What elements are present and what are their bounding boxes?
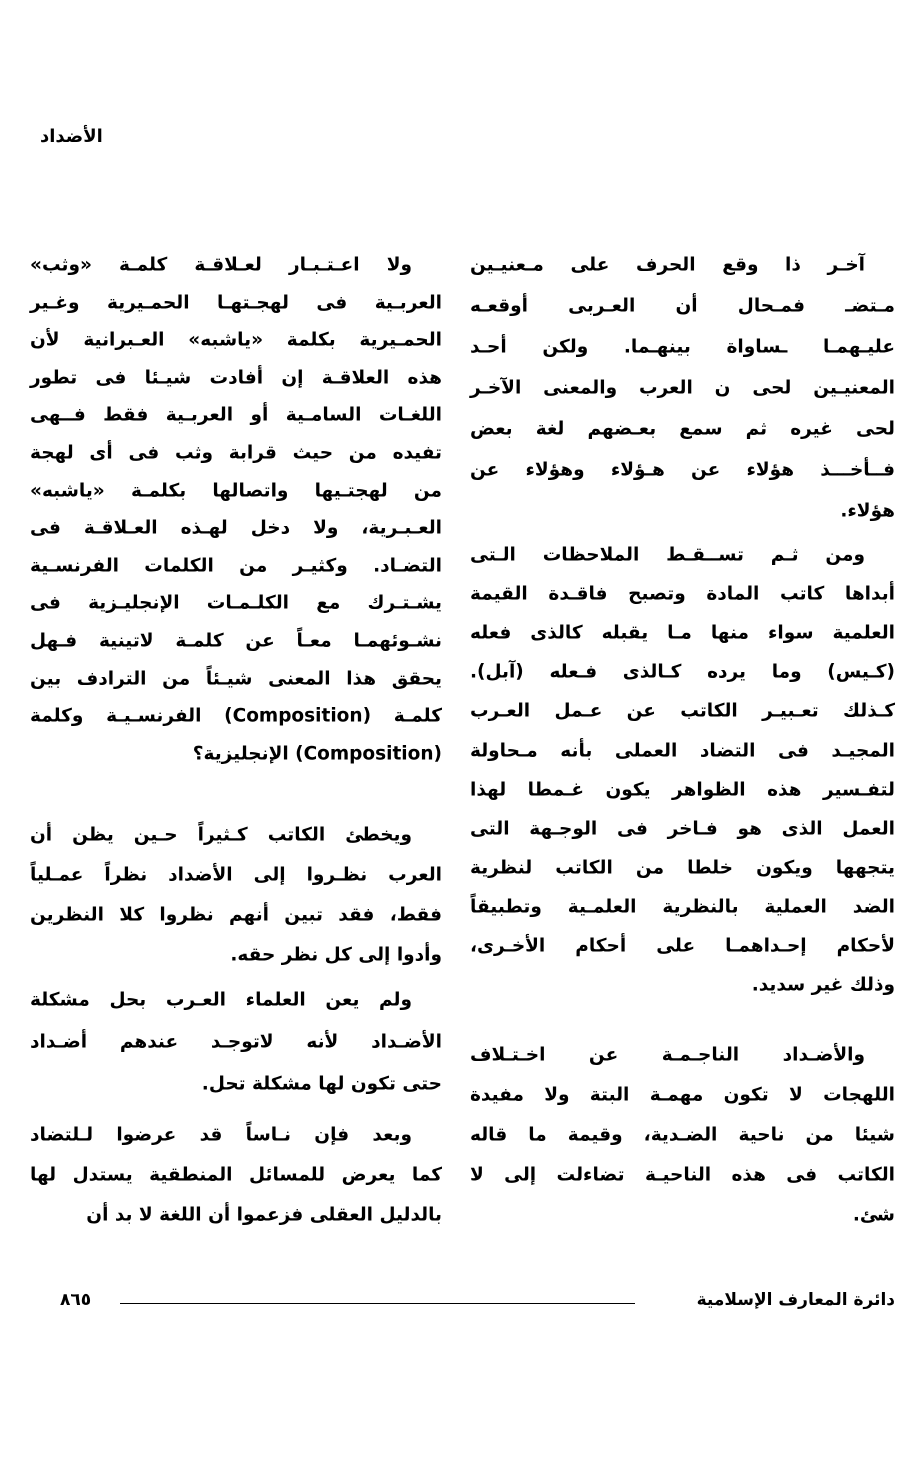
text-line-content: اللهجات لا تكون مهمـة البتة ولا مفيدة xyxy=(470,1084,895,1106)
text-line-content: الأضـداد لأنه لاتوجـد عندهم أضـداد xyxy=(30,1031,442,1053)
text-line-content: التضـاد. وكثيـر من الكلمات الفرنسـية xyxy=(30,555,442,577)
text-line-content: المعنيـين لحى ن العرب والمعنى الآخـر xyxy=(470,377,895,399)
text-line-content: العربـية فى لهجـتهـا الحمـيرية وغـير xyxy=(30,292,442,314)
text-line-content: ومن ثـم تســقـط الملاحظات الـتى xyxy=(470,544,865,566)
text-line-content: هؤلاء. xyxy=(840,500,895,522)
text-line-content: تفيده من حيث قرابة وثب فى أى لهجة xyxy=(30,442,442,464)
page-footer xyxy=(60,1290,895,1314)
text-line-content: يتجهها ويكون خلطا من الكاتب لنظرية xyxy=(470,857,895,879)
text-line-content: بالدليل العقلى فزعموا أن اللغة لا بد أن xyxy=(86,1204,442,1226)
text-line-content: فــأخـــذ هؤلاء عن هـؤلاء وهؤلاء عن xyxy=(470,459,895,481)
footer-rule xyxy=(120,1303,635,1304)
text-line-content: والأضـداد الناجـمـة عن اخـتـلاف xyxy=(470,1044,865,1066)
text-line-content: ولا اعـتـبـار لعـلاقـة كلمـة «وثب» xyxy=(30,254,412,276)
text-line-content: ولم يعن العلماء العـرب بحل مشكلة xyxy=(30,989,412,1011)
text-line-content: كلمـة (Composition) الفرنسـيـة وكلمة xyxy=(30,705,442,727)
text-line-content: من لهجتـيها واتصالها بكلمـة «ياشبه» xyxy=(30,480,442,502)
text-line-content: وأدوا إلى كل نظر حقه. xyxy=(230,944,442,966)
text-line-content: نشـوئهمـا معـاً عن كلمـة لاتينية فـهل xyxy=(30,630,442,652)
text-line-content: عليـهمـا ـساواة بينهـما. ولكن أحـد xyxy=(470,336,895,358)
text-line-content: اللغـات السامـية أو العربـية فقط فــهى xyxy=(30,404,442,426)
text-line-content: مـتضـ فمـحال أن العـربى أوقعـه xyxy=(470,295,895,317)
text-line-content: وبعد فإن نـاساً قد عرضوا لـلتضاد xyxy=(30,1124,412,1146)
text-line-content: العلمية سواء منها مـا يقبله كالذى فعله xyxy=(470,622,895,644)
text-line-content: العرب نظـروا إلى الأضداد نظراً عمـلياً xyxy=(30,864,442,886)
text-line-content: شئ. xyxy=(852,1204,895,1226)
text-line-content: هذه العلاقـة إن أفادت شيـئا فى تطور xyxy=(30,367,442,389)
journal-title: دائرة المعارف الإسلامية xyxy=(696,1290,895,1310)
text-line-content: (Composition) الإنجليزية؟ xyxy=(192,743,442,765)
text-line-content: يحقق هذا المعنى شيـئاً من الترادف بين xyxy=(30,668,442,690)
text-line-content: الضد العملية بالنظرية العلمـية وتطبيقاً xyxy=(470,896,895,918)
text-line-content: (كـيس) وما يرده كـالذى فـعله (آبل). xyxy=(470,661,895,683)
text-line-content: حتى تكون لها مشكلة تحل. xyxy=(201,1073,442,1095)
text-line-content: لحى غيره ثم سمع بعـضهم لغة بعض xyxy=(470,418,895,440)
text-line-content: الحمـيرية بكلمة «ياشبه» العـبرانية لأن xyxy=(30,329,442,351)
text-line-content: ويخطئ الكاتب كـثيراً حـين يظن أن xyxy=(30,824,412,846)
text-line-content: وذلك غير سديد. xyxy=(751,974,895,996)
running-header: الأضداد xyxy=(40,126,103,147)
text-line-content: آخـر ذا وقع الحرف على مـعنيـين xyxy=(470,254,865,276)
text-line-content: الكاتب فى هذه الناحيـة تضاءلت إلى لا xyxy=(470,1164,895,1186)
text-line-content: فقط، فقد تبين أنهم نظروا كلا النظرين xyxy=(30,904,442,926)
text-line-content: المجيـد فى التضاد العملى بأنه مـحاولة xyxy=(470,740,895,761)
right-column xyxy=(470,0,895,1300)
text-line-content: العـبـرية، ولا دخل لهـذه العـلاقـة فى xyxy=(30,517,442,539)
text-line-content: العمل الذى هو فـاخر فى الوجـهة التى xyxy=(470,818,895,840)
text-line-content: شيئا من ناحية الضـدية، وقيمة ما قاله xyxy=(470,1124,895,1146)
text-line-content: كـذلك تعـبيـر الكاتب عن عـمل العـرب xyxy=(470,700,895,722)
text-line-content: لتفـسير هذه الظواهر يكون غـمطا لهذا xyxy=(470,779,895,801)
text-line-content: لأحكام إحـداهمـا على أحكام الأخـرى، xyxy=(470,935,895,957)
text-line-content: أبداها كاتب المادة وتصبح فاقـدة القيمة xyxy=(470,583,895,605)
page-number: ٨٦٥ xyxy=(60,1290,92,1310)
text-line-content: كما يعرض للمسائل المنطقية يستدل لها xyxy=(30,1164,442,1186)
left-column xyxy=(30,0,442,1300)
text-line-content: يشـتـرك مع الكلـمـات الإنجليـزية فى xyxy=(30,592,442,614)
